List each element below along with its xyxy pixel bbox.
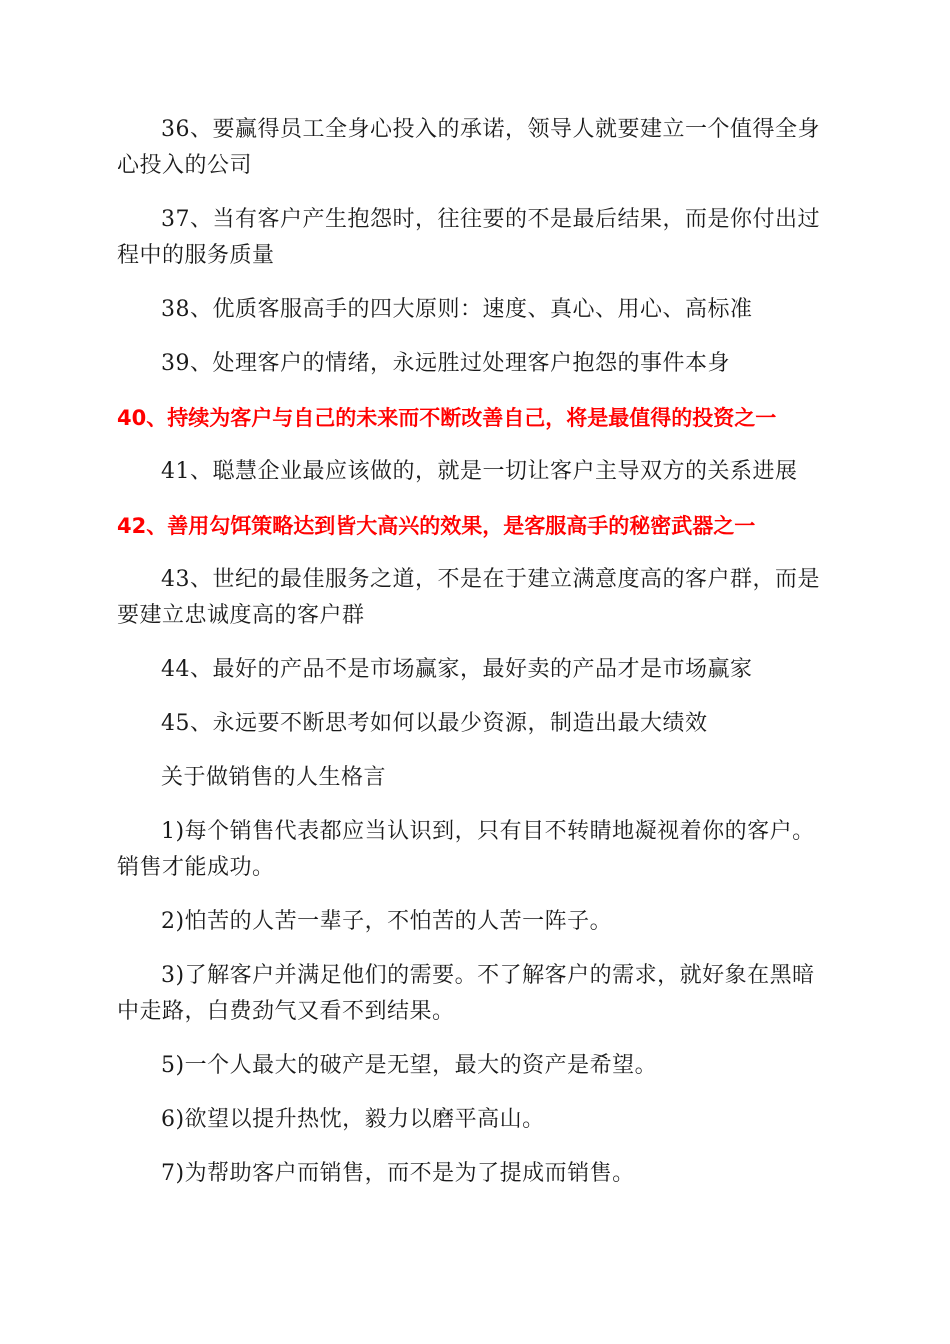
maxim-7: 7)为帮助客户而销售，而不是为了提成而销售。 [161, 1161, 635, 1186]
maxim-1: 1)每个销售代表都应当认识到，只有目不转睛地凝视着你的客户。销售才能成功。 [117, 819, 815, 880]
maxim-6: 6)欲望以提升热忱，毅力以磨平高山。 [161, 1107, 545, 1132]
paragraph-45: 45、永远要不断思考如何以最少资源，制造出最大绩效 [161, 711, 708, 736]
paragraph-37: 37、当有客户产生抱怨时，往往要的不是最后结果，而是你付出过程中的服务质量 [117, 207, 820, 268]
maxim-3: 3)了解客户并满足他们的需要。不了解客户的需求，就好象在黑暗中走路，白费劲气又看不到结果。 [117, 963, 815, 1024]
paragraph-42-highlight: 42、善用勾饵策略达到皆大高兴的效果，是客服高手的秘密武器之一 [117, 514, 756, 538]
paragraph-39: 39、处理客户的情绪，永远胜过处理客户抱怨的事件本身 [161, 351, 730, 376]
paragraph-44: 44、最好的产品不是市场赢家，最好卖的产品才是市场赢家 [161, 657, 753, 682]
paragraph-36: 36、要赢得员工全身心投入的承诺，领导人就要建立一个值得全身心投入的公司 [117, 117, 820, 178]
paragraph-38: 38、优质客服高手的四大原则：速度、真心、用心、高标准 [161, 297, 753, 322]
paragraph-40-highlight: 40、持续为客户与自己的未来而不断改善自己，将是最值得的投资之一 [117, 406, 777, 430]
section-heading: 关于做销售的人生格言 [161, 765, 387, 790]
document-body [117, 112, 833, 1210]
maxim-5: 5)一个人最大的破产是无望，最大的资产是希望。 [161, 1053, 658, 1078]
maxim-2: 2)怕苦的人苦一辈子，不怕苦的人苦一阵子。 [161, 909, 613, 934]
paragraph-41: 41、聪慧企业最应该做的，就是一切让客户主导双方的关系进展 [161, 459, 798, 484]
paragraph-43: 43、世纪的最佳服务之道，不是在于建立满意度高的客户群，而是要建立忠诚度高的客户群 [117, 567, 820, 628]
